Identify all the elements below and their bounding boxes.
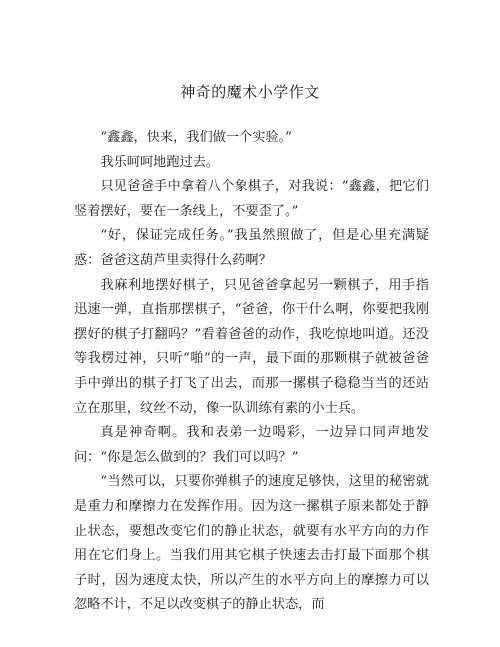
paragraph: 我麻利地摆好棋子，只见爸爸拿起另一颗棋子，用手指迅速一弹，直指那摆棋子，“爸爸，你干什么啊，你要把我刚摆好的棋子打翻吗？”看着爸爸的动作，我吃惊地叫道。还没等我楞过神，只听“啪”的一声，最下面的那颗棋子就被爸爸手中弹出的棋子打飞了出去，而那一摞棋子稳稳当当的还站立在那里，纹丝不动，像一队训练有素的小士兵。: [74, 277, 429, 416]
paragraph: “鑫鑫，快来，我们做一个实验。”: [100, 130, 292, 145]
document-body: [74, 126, 429, 618]
paragraph: “好，保证完成任务。”我虽然照做了，但是心里充满疑惑：爸爸这葫芦里卖得什么药啊？: [74, 228, 429, 268]
paragraph: “当然可以，只要你弹棋子的速度足够快，这里的秘密就是重力和摩擦力在发挥作用。因为这一摞棋子原来都处于静止状态，要想改变它们的静止状态，就要有水平方向的力作用在它们身上。当我们用其它棋子快速去击打最下面那个棋子时，因为速度太快，所以产生的水平方向上的摩擦力可以忽略不计，不足以改变棋子的静止状态，而: [74, 474, 429, 613]
document-title: 神奇的魔术小学作文: [180, 83, 320, 101]
paragraph: 只见爸爸手中拿着八个象棋子，对我说：“鑫鑫，把它们竖着摆好，要在一条线上，不要歪了。”: [74, 179, 429, 219]
paragraph: 我乐呵呵地跑过去。: [100, 154, 220, 170]
paragraph: 真是神奇啊。我和表弟一边喝彩，一边异口同声地发问：“你是怎么做到的？我们可以吗？”: [74, 425, 429, 465]
